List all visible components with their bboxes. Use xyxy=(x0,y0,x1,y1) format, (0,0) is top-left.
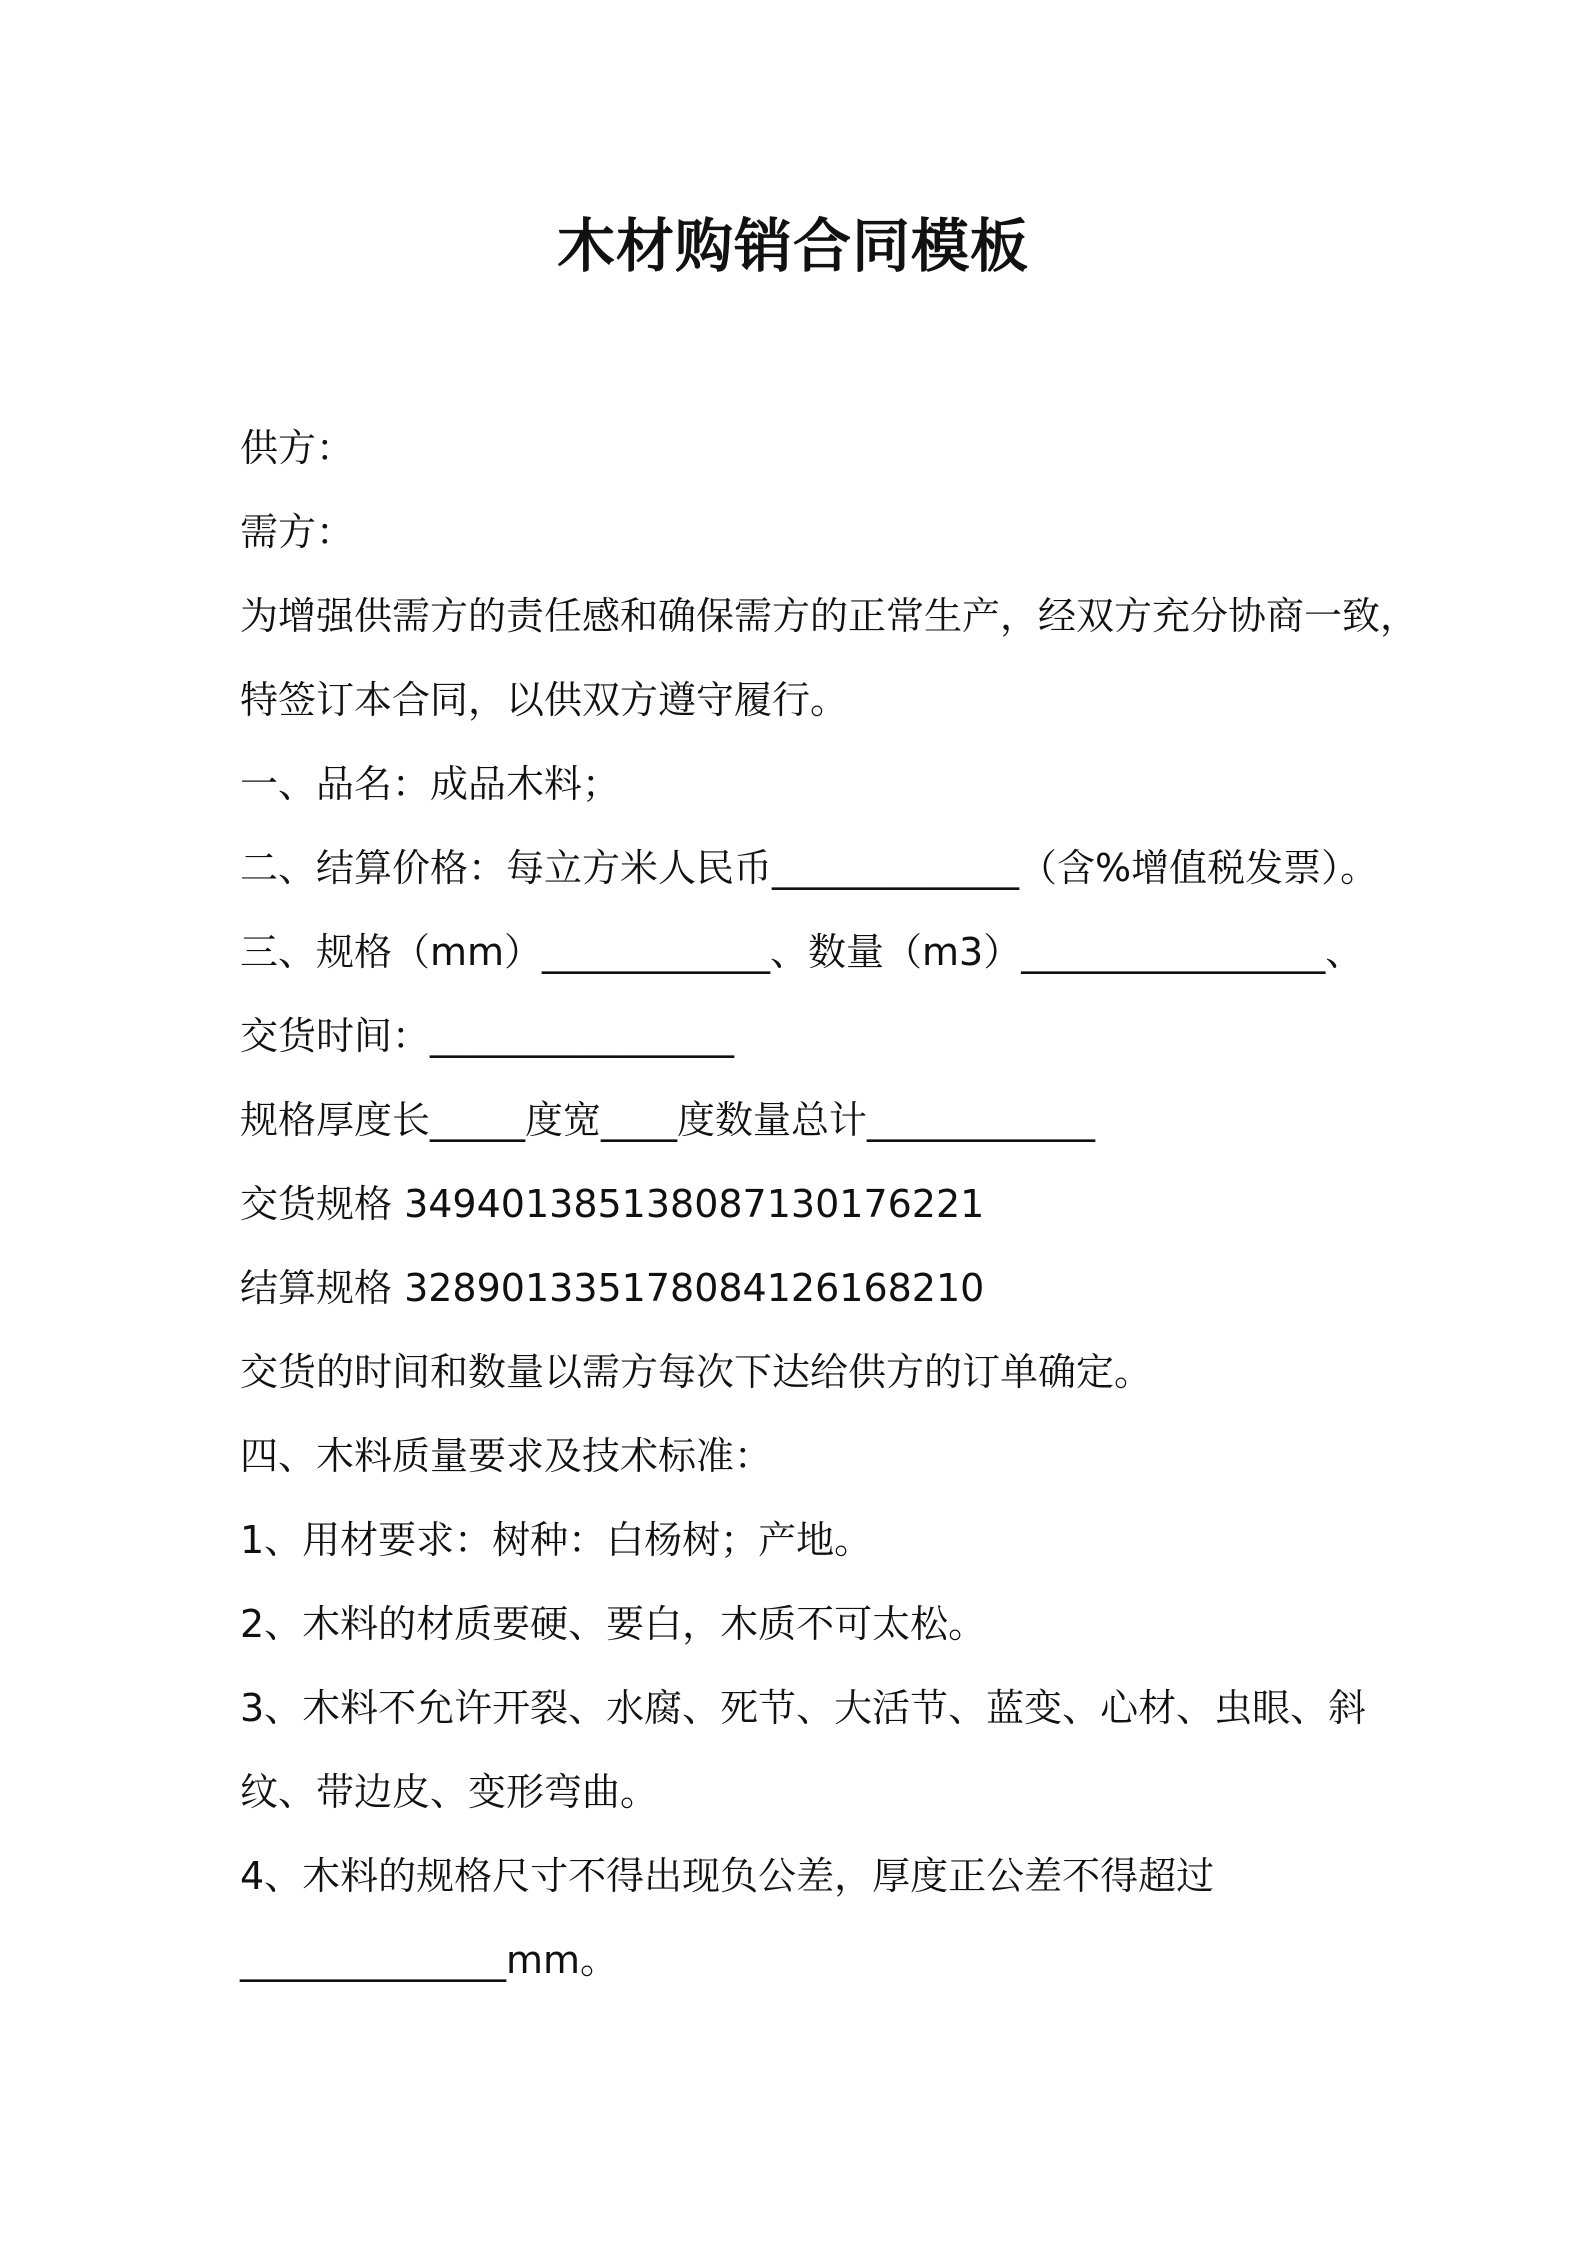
clause-quality-heading: 四、木料质量要求及技术标准： xyxy=(240,1434,773,1478)
spec-dimensions-line: 规格厚度长_____度宽____度数量总计____________ xyxy=(240,1098,1096,1142)
clause-specification: 三、规格（mm）____________、数量（m3）________________、 xyxy=(240,930,1364,974)
clause-product-name: 一、品名：成品木料； xyxy=(240,762,621,806)
quality-item-3-line-1: 3、木料不允许开裂、水腐、死节、大活节、蓝变、心材、虫眼、斜 xyxy=(240,1686,1367,1730)
document-title: 木材购销合同模板 xyxy=(556,212,1029,280)
quality-item-4-line-2: ______________mm。 xyxy=(240,1938,619,1982)
buyer-line: 需方： xyxy=(240,510,355,554)
settlement-spec-line: 结算规格 328901335178084126168210 xyxy=(240,1266,985,1310)
preamble-line-2: 特签订本合同，以供双方遵守履行。 xyxy=(240,678,849,722)
delivery-order-line: 交货的时间和数量以需方每次下达给供方的订单确定。 xyxy=(240,1350,1153,1394)
quality-item-3-line-2: 纹、带边皮、变形弯曲。 xyxy=(240,1770,659,1814)
quality-item-2: 2、木料的材质要硬、要白，木质不可太松。 xyxy=(240,1602,987,1646)
document-body xyxy=(240,406,1419,2002)
quality-item-4-line-1: 4、木料的规格尺寸不得出现负公差，厚度正公差不得超过 xyxy=(240,1854,1215,1898)
delivery-time-line: 交货时间：________________ xyxy=(240,1014,735,1058)
supplier-line: 供方： xyxy=(240,426,355,470)
quality-item-1: 1、用材要求：树种：白杨树；产地。 xyxy=(240,1518,873,1562)
delivery-spec-line: 交货规格 349401385138087130176221 xyxy=(240,1182,985,1226)
preamble-line-1: 为增强供需方的责任感和确保需方的正常生产，经双方充分协商一致， xyxy=(240,594,1419,638)
clause-settlement-price: 二、结算价格：每立方米人民币_____________（含%增值税发票）。 xyxy=(240,846,1379,890)
